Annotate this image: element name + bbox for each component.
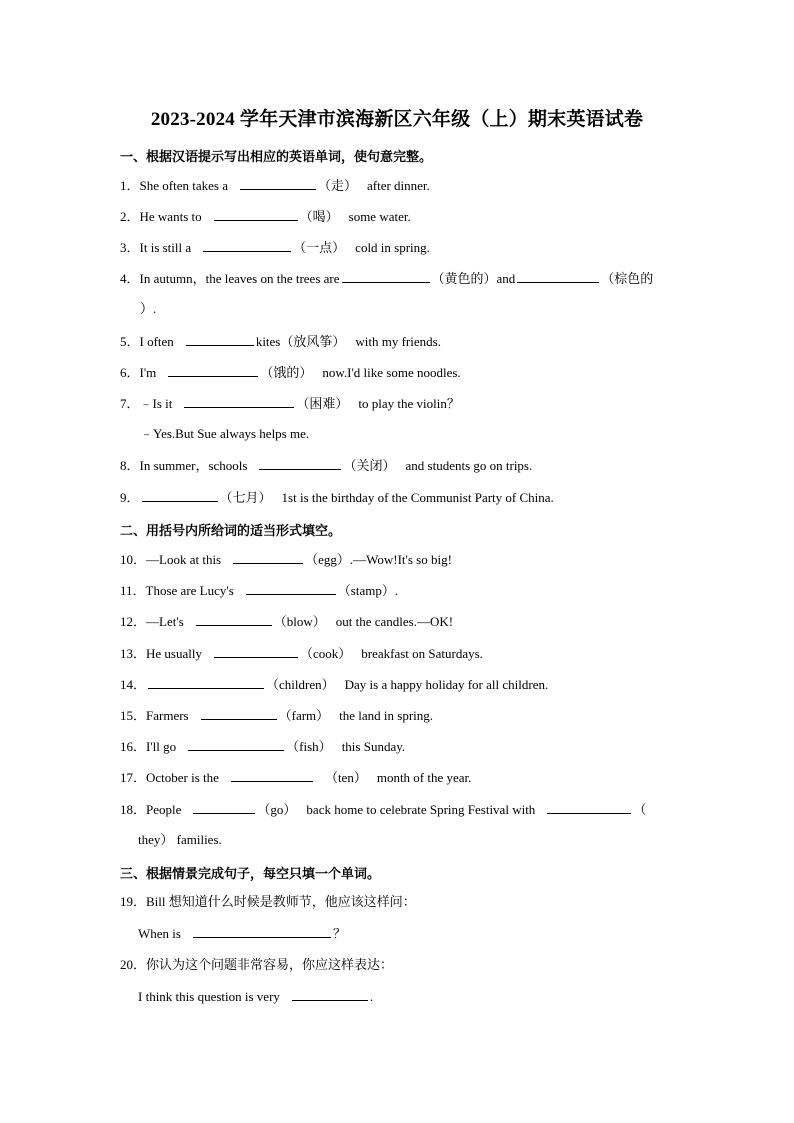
answer-blank-6[interactable]: [168, 364, 258, 377]
answer-blank-4b[interactable]: [517, 270, 599, 283]
page-title: 2023-2024 学年天津市滨海新区六年级（上）期末英语试卷: [150, 109, 644, 130]
answer-blank-14[interactable]: [148, 676, 264, 689]
question-20: 20．你认为这个问题非常容易，你应这样表达：: [120, 957, 394, 972]
section-3-heading: 三、根据情景完成句子，每空只填一个单词。: [120, 866, 381, 881]
answer-blank-10[interactable]: [233, 551, 303, 564]
question-9: 9． （七月） 1st is the birthday of the Communist Party of China.: [120, 490, 554, 505]
answer-blank-4a[interactable]: [342, 270, 430, 283]
section-2-heading: 二、用括号内所给词的适当形式填空。: [120, 523, 342, 538]
question-7-reply: ﹣Yes.But Sue always helps me.: [140, 426, 310, 441]
question-2: 2．He wants to （喝） some water.: [120, 209, 411, 224]
question-6: 6．I'm （饿的） now.I'd like some noodles.: [120, 365, 461, 380]
question-19: 19．Bill 想知道什么时候是教师节，他应该这样问：: [120, 894, 416, 909]
question-16: 16．I'll go （fish） this Sunday.: [120, 739, 406, 754]
section-1-heading: 一、根据汉语提示写出相应的英语单词，使句意完整。: [120, 149, 433, 164]
question-4: 4．In autumn，the leaves on the trees are （黄色的）and （棕色的: [120, 271, 654, 286]
question-18-continued: they） families.: [138, 832, 222, 847]
question-19-answer-line: When is ？: [138, 926, 346, 941]
answer-blank-13[interactable]: [214, 645, 298, 658]
answer-blank-19[interactable]: [193, 925, 331, 938]
question-1: 1．She often takes a （走） after dinner.: [120, 178, 430, 193]
question-17: 17．October is the （ten） month of the year.: [120, 770, 472, 785]
answer-blank-18a[interactable]: [193, 801, 255, 814]
question-14: 14． （children） Day is a happy holiday for all children.: [120, 677, 549, 692]
answer-blank-8[interactable]: [259, 457, 341, 470]
answer-blank-18b[interactable]: [547, 801, 631, 814]
question-11: 11．Those are Lucy's （stamp）.: [120, 583, 399, 598]
answer-blank-7[interactable]: [184, 395, 294, 408]
answer-blank-9[interactable]: [142, 489, 218, 502]
answer-blank-3[interactable]: [203, 239, 291, 252]
answer-blank-5[interactable]: [186, 333, 254, 346]
question-12: 12．—Let's （blow） out the candles.—OK!: [120, 614, 454, 629]
question-5: 5．I often kites（放风筝） with my friends.: [120, 334, 441, 349]
answer-blank-15[interactable]: [201, 707, 277, 720]
question-4-continued: ）.: [140, 301, 157, 316]
question-15: 15．Farmers （farm） the land in spring.: [120, 708, 434, 723]
answer-blank-1[interactable]: [240, 177, 316, 190]
question-3: 3．It is still a （一点） cold in spring.: [120, 240, 430, 255]
question-18: 18．People （go） back home to celebrate Spring Festival with （: [120, 802, 647, 817]
question-20-answer-line: I think this question is very .: [138, 989, 374, 1004]
question-7: 7．﹣Is it （困难） to play the violin？: [120, 396, 460, 411]
answer-blank-17[interactable]: [231, 769, 313, 782]
answer-blank-11[interactable]: [246, 582, 336, 595]
answer-blank-20[interactable]: [292, 988, 368, 1001]
question-13: 13．He usually （cook） breakfast on Saturdays.: [120, 646, 483, 661]
question-8: 8．In summer，schools （关闭） and students go on trips.: [120, 458, 533, 473]
answer-blank-2[interactable]: [214, 208, 298, 221]
answer-blank-12[interactable]: [196, 613, 272, 626]
answer-blank-16[interactable]: [188, 738, 284, 751]
question-10: 10．—Look at this （egg）.—Wow!It's so big!: [120, 552, 452, 567]
